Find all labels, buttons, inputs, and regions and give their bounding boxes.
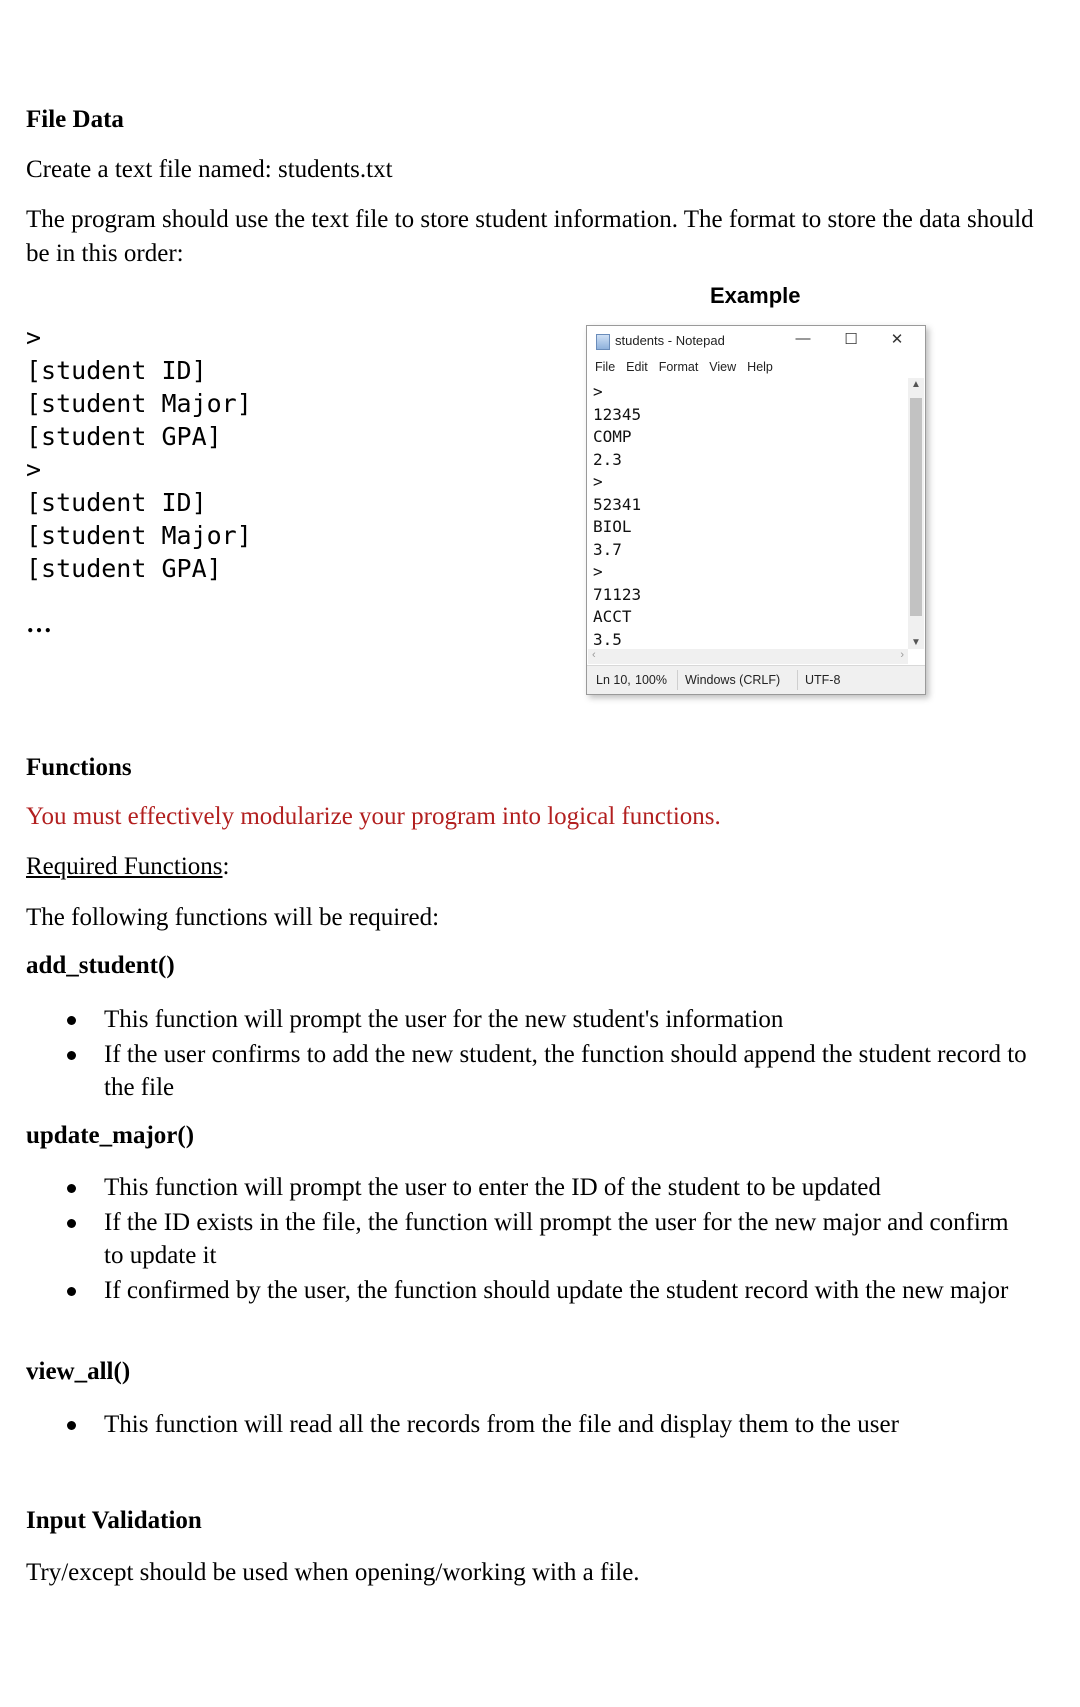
notepad-line: 71123 [593,584,642,604]
notepad-line: > [593,562,603,581]
horizontal-scrollbar[interactable] [588,649,908,664]
format-line: [student ID] [26,356,207,385]
notepad-text-area[interactable] [593,381,893,651]
functions-intro: The following functions will be required: [26,904,440,931]
format-block [26,321,252,585]
input-validation-heading: Input Validation [26,1507,202,1534]
input-validation-text: Try/except should be used when opening/working with a file. [26,1559,640,1586]
notepad-menu [595,360,784,374]
file-data-heading: File Data [26,106,124,133]
list-item: This function will read all the records from the file and display them to the user [26,1408,1056,1441]
modularize-note: You must effectively modularize your program into logical functions. [26,803,721,830]
notepad-line: BIOL [593,517,632,536]
update-major-heading: update_major() [26,1122,195,1149]
format-line: [student Major] [26,389,252,418]
notepad-status-bar [587,665,925,694]
close-icon[interactable]: ✕ [890,331,904,348]
functions-heading: Functions [26,754,132,781]
required-functions-link: Required Functions [26,853,223,880]
notepad-line: 3.7 [593,539,622,559]
format-line: [student GPA] [26,422,222,451]
notepad-line: 12345 [593,404,642,424]
add-student-list [26,1003,1056,1106]
notepad-line: 3.5 [593,629,622,649]
view-all-heading: view_all() [26,1358,131,1385]
required-colon: : [222,853,230,880]
minimize-icon[interactable]: — [795,330,811,347]
status-separator [797,670,798,690]
menu-file[interactable]: File [595,360,616,374]
view-all-list [26,1408,1056,1443]
scroll-right-icon[interactable]: › [900,649,904,661]
notepad-title: students - Notepad [615,333,725,348]
ellipsis: … [26,609,52,638]
status-encoding: UTF-8 [805,673,841,687]
format-paragraph: The program should use the text file to store student information. The format to store the data should be in this order: [26,206,1034,267]
create-file-text: Create a text file named: students.txt [26,156,393,183]
status-position: Ln 10, [596,673,631,687]
example-label: Example [710,283,801,308]
required-functions-label [26,850,229,884]
add-student-heading: add_student() [26,952,175,979]
notepad-titlebar [587,326,925,356]
notepad-app-icon [596,334,610,350]
update-major-list [26,1171,1026,1309]
format-line: [student ID] [26,488,207,517]
menu-format[interactable]: Format [658,360,699,374]
notepad-line: 52341 [593,494,642,514]
scroll-down-icon[interactable]: ▼ [911,637,921,648]
format-line: > [26,323,42,352]
maximize-icon[interactable]: ☐ [844,331,858,348]
list-item: This function will prompt the user for the new student's information [26,1003,1056,1036]
status-separator [677,670,678,690]
menu-help[interactable]: Help [747,360,773,374]
scroll-left-icon[interactable]: ‹ [592,649,596,661]
menu-view[interactable]: View [709,360,737,374]
notepad-line: > [593,472,603,491]
format-line: > [26,455,42,484]
scrollbar-thumb[interactable] [910,398,922,616]
vertical-scrollbar[interactable] [908,378,924,649]
list-item: This function will prompt the user to enter the ID of the student to be updated [26,1171,1026,1204]
status-line-ending: Windows (CRLF) [685,673,781,687]
notepad-line: COMP [593,427,632,446]
status-zoom: 100% [635,673,667,687]
format-line: [student GPA] [26,554,222,583]
format-line: [student Major] [26,521,252,550]
list-item: If the user confirms to add the new student, the function should append the student record to the file [26,1038,1056,1104]
notepad-line: > [593,382,603,401]
list-item: If confirmed by the user, the function should update the student record with the new major [26,1274,1026,1307]
menu-edit[interactable]: Edit [626,360,648,374]
notepad-line: ACCT [593,607,632,626]
notepad-line: 2.3 [593,449,622,469]
notepad-window [586,325,926,695]
scroll-up-icon[interactable]: ▲ [911,379,921,390]
list-item: If the ID exists in the file, the function will prompt the user for the new major and confirm to update it [26,1206,1026,1272]
